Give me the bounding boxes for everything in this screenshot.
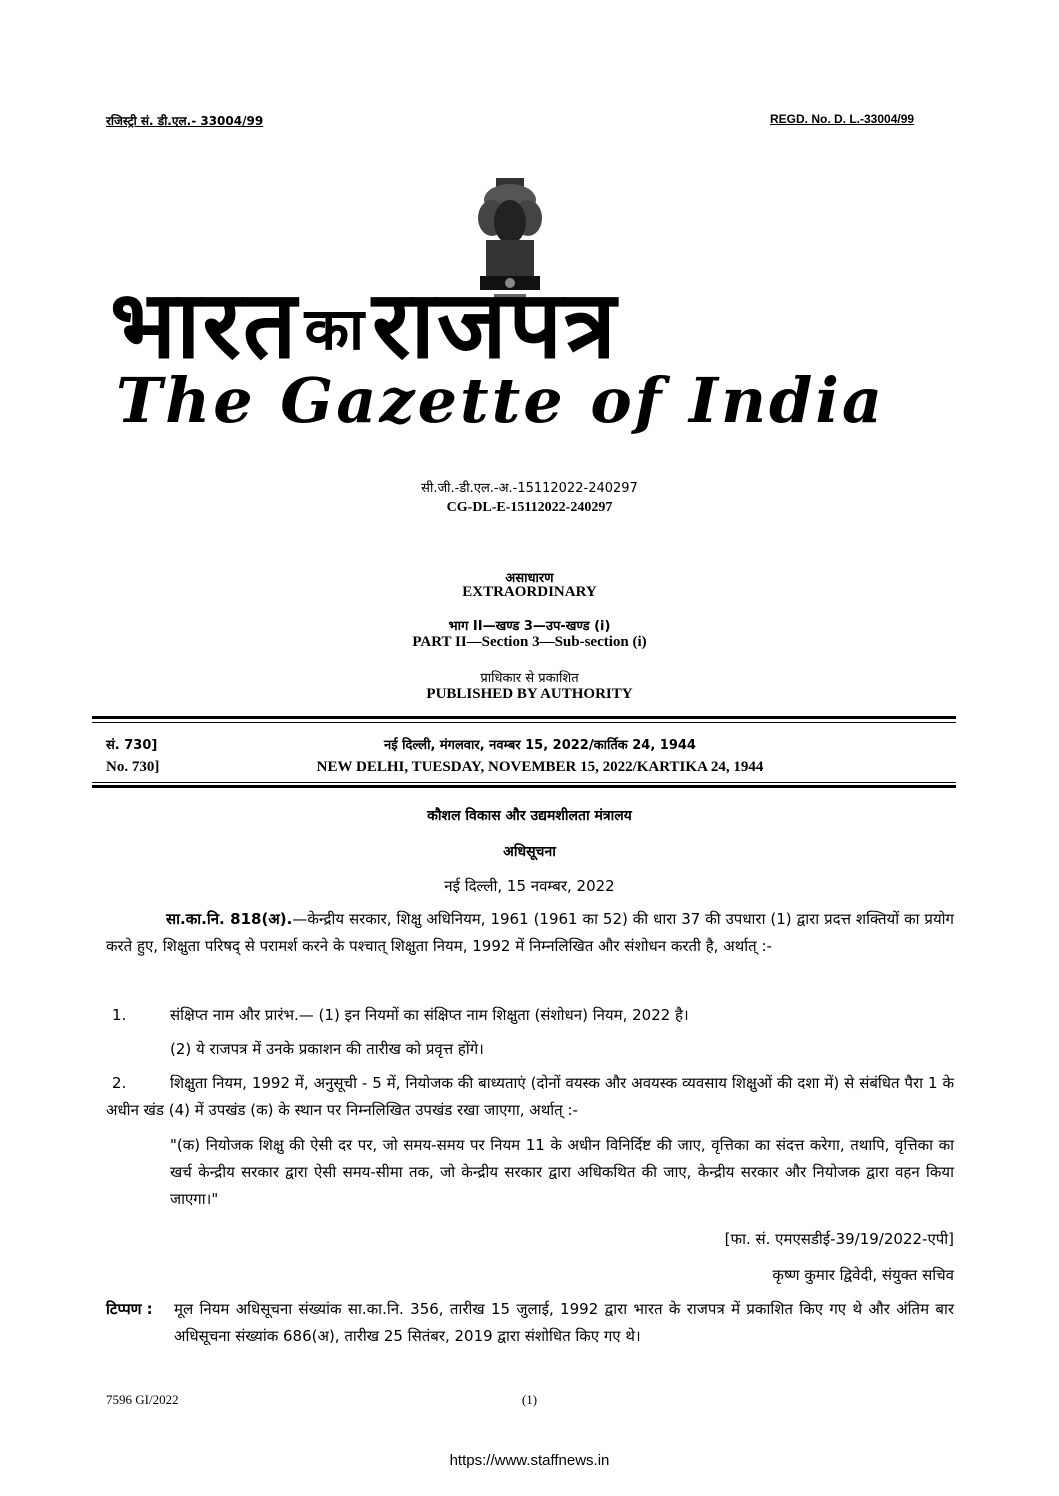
reg-number-english: REGD. No. D. L.-33004/99 — [770, 112, 915, 126]
item-1-text: संक्षिप्त नाम और प्रारंभ.— (1) इन नियमों का संक्षिप्त नाम शिक्षुता (संशोधन) नियम, 2022 है। — [170, 1006, 689, 1024]
issue-no-english: No. 730] — [106, 759, 160, 775]
title-hindi-left: भारत — [110, 271, 299, 380]
item-1-subclause: (2) ये राजपत्र में उनके प्रकाशन की तारीख को प्रवृत्त होंगे। — [170, 1040, 484, 1058]
type-english: EXTRAORDINARY — [462, 584, 597, 600]
part-english: PART II—Section 3—Sub-section (i) — [412, 634, 647, 650]
authority-hindi: प्राधिकार से प्रकाशित — [480, 671, 579, 686]
intro-text: —केन्द्रीय सरकार, शिक्षु अधिनियम, 1961 (1961 का 52) की धारा 37 की उपधारा (1) द्वारा प्रदत्त शक्तियों का प्रयोग करते हुए, शिक्षुता परिषद् से परामर्श करने के पश्चात् शिक्षुता नियम, 1992 में निम्नलिखित और संशोधन करती है, अर्थात् :- — [106, 910, 954, 955]
ministry-name: कौशल विकास और उद्यमशीलता मंत्रालय — [427, 808, 632, 824]
title-hindi-right: राजपत्र — [372, 271, 618, 380]
issue-no-hindi: सं. 730] — [106, 738, 158, 753]
gazette-code-english: CG-DL-E-15112022-240297 — [446, 500, 613, 515]
gazette-code-hindi: सी.जी.-डी.एल.-अ.-15112022-240297 — [421, 481, 638, 496]
item-2-number: 2. — [112, 1074, 127, 1092]
item-2-paragraph — [106, 1070, 954, 1124]
gazette-title-english: The Gazette of India — [116, 364, 886, 437]
note-label: टिप्पण : — [106, 1300, 153, 1318]
footer-code: 7596 GI/2022 — [106, 1392, 179, 1407]
item-1-number: 1. — [112, 1006, 127, 1024]
issue-date-english: NEW DELHI, TUESDAY, NOVEMBER 15, 2022/KARTIKA 24, 1944 — [316, 759, 764, 775]
issue-date-hindi: नई दिल्ली, मंगलवार, नवम्बर 15, 2022/कार्तिक 24, 1944 — [384, 738, 696, 753]
authority-english: PUBLISHED BY AUTHORITY — [426, 686, 633, 702]
file-number: [फा. सं. एमएसडीई-39/19/2022-एपी] — [724, 1230, 954, 1248]
title-hindi-ka: का — [304, 295, 367, 363]
item-2-text: शिक्षुता नियम, 1992 में, अनुसूची - 5 में, नियोजक की बाध्यताएं (दोनों वयस्क और अवयस्क व्यवसाय शिक्षुओं की दशा में) से संबंधित पैरा 1 के अधीन खंड (4) में उपखंड (क) के स्थान पर निम्नलिखित उपखंड रखा जाएगा, अर्थात् :- — [106, 1074, 954, 1119]
notification-heading: अधिसूचना — [503, 844, 556, 860]
signatory: कृष्ण कुमार द्विवेदी, संयुक्त सचिव — [772, 1266, 954, 1284]
place-date: नई दिल्ली, 15 नवम्बर, 2022 — [444, 877, 615, 895]
reg-number-hindi: रजिस्ट्री सं. डी.एल.- 33004/99 — [106, 114, 264, 128]
top-rule-thin — [92, 722, 956, 723]
source-url[interactable]: https://www.staffnews.in — [449, 1452, 610, 1469]
note-text: मूल नियम अधिसूचना संख्यांक सा.का.नि. 356, तारीख 15 जुलाई, 1992 द्वारा भारत के राजपत्र में प्रकाशित किए गए थे और अंतिम बार अधिसूचना संख्यांक 686(अ), तारीख 25 सितंबर, 2019 द्वारा संशोधित किए गए थे। — [174, 1300, 954, 1345]
substituted-clause: "(क) नियोजक शिक्षु की ऐसी दर पर, जो समय-समय पर नियम 11 के अधीन विनिर्दिष्ट की जाए, वृत्तिका का संदत्त करेगा, तथापि, वृत्तिका का खर्च केन्द्रीय सरकार द्वारा ऐसी समय-सीमा तक, जो केन्द्रीय सरकार द्वारा अधिकथित की जाए, केन्द्रीय सरकार और नियोजक द्वारा वहन किया जाएगा।" — [170, 1136, 954, 1208]
part-hindi: भाग II—खण्ड 3—उप-खण्ड (i) — [448, 619, 611, 634]
bottom-rule-thick — [92, 785, 956, 788]
page-number: (1) — [521, 1392, 538, 1407]
gazette-title-hindi — [110, 271, 950, 380]
notification-ref: सा.का.नि. 818(अ). — [166, 910, 293, 928]
type-hindi: असाधारण — [505, 571, 554, 586]
intro-paragraph — [106, 906, 954, 960]
bottom-rule-thin — [92, 782, 956, 783]
top-rule-thick — [92, 716, 956, 719]
